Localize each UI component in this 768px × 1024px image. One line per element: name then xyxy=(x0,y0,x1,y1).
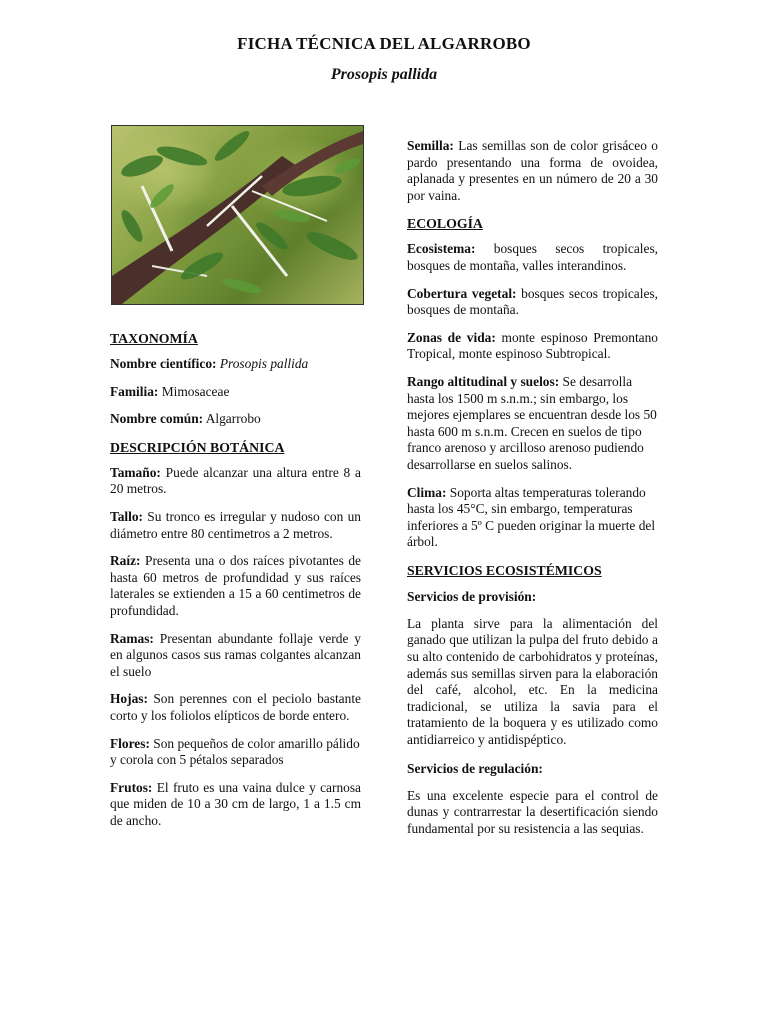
descripcion-heading: DESCRIPCIÓN BOTÁNICA xyxy=(110,439,285,455)
left-column xyxy=(110,330,361,840)
hojas-label: Hojas: xyxy=(110,691,148,707)
tamano-text: Puede alcanzar una altura entre 8 a 20 metros. xyxy=(110,464,361,497)
rango-text: Se desarrolla hasta los 1500 m s.n.m.; sin embargo, los mejores ejemplares se encuentran desde los 50 hasta 600 m s.n.m. Crecen en suelos de tipo franco arenoso y arcilloso arenoso pudiendo desarrollarse en suelos salinos. xyxy=(407,373,657,472)
ecologia-heading: ECOLOGÍA xyxy=(407,216,483,232)
cobertura-label: Cobertura vegetal: xyxy=(407,285,517,301)
semilla-label: Semilla: xyxy=(407,138,454,153)
zonas-paragraph xyxy=(407,330,658,363)
regulacion-heading: Servicios de regulación: xyxy=(407,760,543,776)
familia-value: Mimosaceae xyxy=(161,383,230,399)
clima-paragraph xyxy=(407,485,658,551)
nombre-comun-label: Nombre común: xyxy=(110,411,204,427)
frutos-label: Frutos: xyxy=(110,779,153,795)
raiz-text: Presenta una o dos raíces pivotantes de hasta 60 metros de profundidad y sus raíces laterales se extienden a 15 a 60 centimetros de profundidad. xyxy=(110,553,361,618)
algarrobo-photo xyxy=(111,125,364,305)
ecosistema-paragraph xyxy=(407,241,658,274)
provision-heading: Servicios de provisión: xyxy=(407,588,537,604)
flores-paragraph xyxy=(110,736,361,769)
tallo-label: Tallo: xyxy=(110,508,143,524)
flores-label: Flores: xyxy=(110,735,150,751)
flores-text: Son pequeños de color amarillo pálido y corola con 5 pétalos separados xyxy=(110,735,360,768)
taxonomia-heading: TAXONOMÍA xyxy=(110,331,198,346)
nombre-cientifico-label: Nombre científico: xyxy=(110,356,217,371)
right-column xyxy=(407,138,658,848)
servicios-heading: SERVICIOS ECOSISTÉMICOS xyxy=(407,562,602,578)
tamano-label: Tamaño: xyxy=(110,464,161,480)
zonas-text: monte espinoso Premontano Tropical, monte espinoso Subtropical. xyxy=(407,329,658,362)
nombre-comun-value: Algarrobo xyxy=(205,411,261,427)
clima-text: Soporta altas temperaturas tolerando hasta los 45°C, sin embargo, temperaturas inferiores a 5º C pueden originar la muerte del árbol. xyxy=(407,484,656,550)
regulacion-text: Es una excelente especie para el control de dunas y contrarrestar la desertificación siendo fundamental por su resistencia a las sequias. xyxy=(407,787,658,836)
ramas-text: Presentan abundante follaje verde y en algunos casos sus ramas colgantes alcanzan el suelo xyxy=(110,630,361,679)
nombre-comun xyxy=(110,411,361,428)
tallo-text: Su tronco es irregular y nudoso con un diámetro entre 80 centimetros a 2 metros. xyxy=(110,508,361,541)
clima-label: Clima: xyxy=(407,484,447,500)
hojas-paragraph xyxy=(110,691,361,724)
document-title: FICHA TÉCNICA DEL ALGARROBO xyxy=(237,34,531,53)
cobertura-paragraph xyxy=(407,286,658,319)
document-subtitle: Prosopis pallida xyxy=(330,66,438,83)
provision-text: La planta sirve para la alimentación del ganado que utilizan la pulpa del fruto debido a su alto contenido de carbohidratos y proteínas, además sus semillas sirven para la elaboración del café, alcohol, etc. En la medicina tradicional, se utiliza la savia para el tratamiento de la boquera y es utilizado como antidiarreico y antidispéptico. xyxy=(407,615,658,748)
semilla-paragraph xyxy=(407,138,658,204)
tamano-paragraph xyxy=(110,465,361,498)
frutos-paragraph xyxy=(110,780,361,830)
ramas-paragraph xyxy=(110,631,361,681)
hojas-text: Son perennes con el peciolo bastante corto y los foliolos elípticos de borde entero. xyxy=(110,691,361,723)
zonas-label: Zonas de vida: xyxy=(407,329,496,345)
tallo-paragraph xyxy=(110,509,361,542)
raiz-label: Raíz: xyxy=(110,553,141,569)
cobertura-text: bosques secos tropicales, bosques de montaña. xyxy=(407,285,658,318)
nombre-cientifico-value: Prosopis pallida xyxy=(219,356,309,371)
familia-label: Familia: xyxy=(110,383,159,399)
nombre-cientifico xyxy=(110,356,361,373)
ecosistema-text: bosques secos tropicales, bosques de montaña, valles interandinos. xyxy=(407,241,658,273)
raiz-paragraph xyxy=(110,553,361,619)
ecosistema-label: Ecosistema: xyxy=(407,241,476,257)
semilla-text: Las semillas son de color grisáceo o pardo presentando una forma de ovoidea, aplanada y presentes en un número de 20 a 30 por vaina. xyxy=(407,138,658,203)
frutos-text: El fruto es una vaina dulce y carnosa que miden de 10 a 30 cm de largo, 1 a 1.5 cm de ancho. xyxy=(110,779,361,828)
rango-label: Rango altitudinal y suelos: xyxy=(407,373,560,389)
ramas-label: Ramas: xyxy=(110,630,154,646)
algarrobo-illustration xyxy=(112,126,363,304)
familia xyxy=(110,384,361,401)
rango-paragraph xyxy=(407,374,658,474)
